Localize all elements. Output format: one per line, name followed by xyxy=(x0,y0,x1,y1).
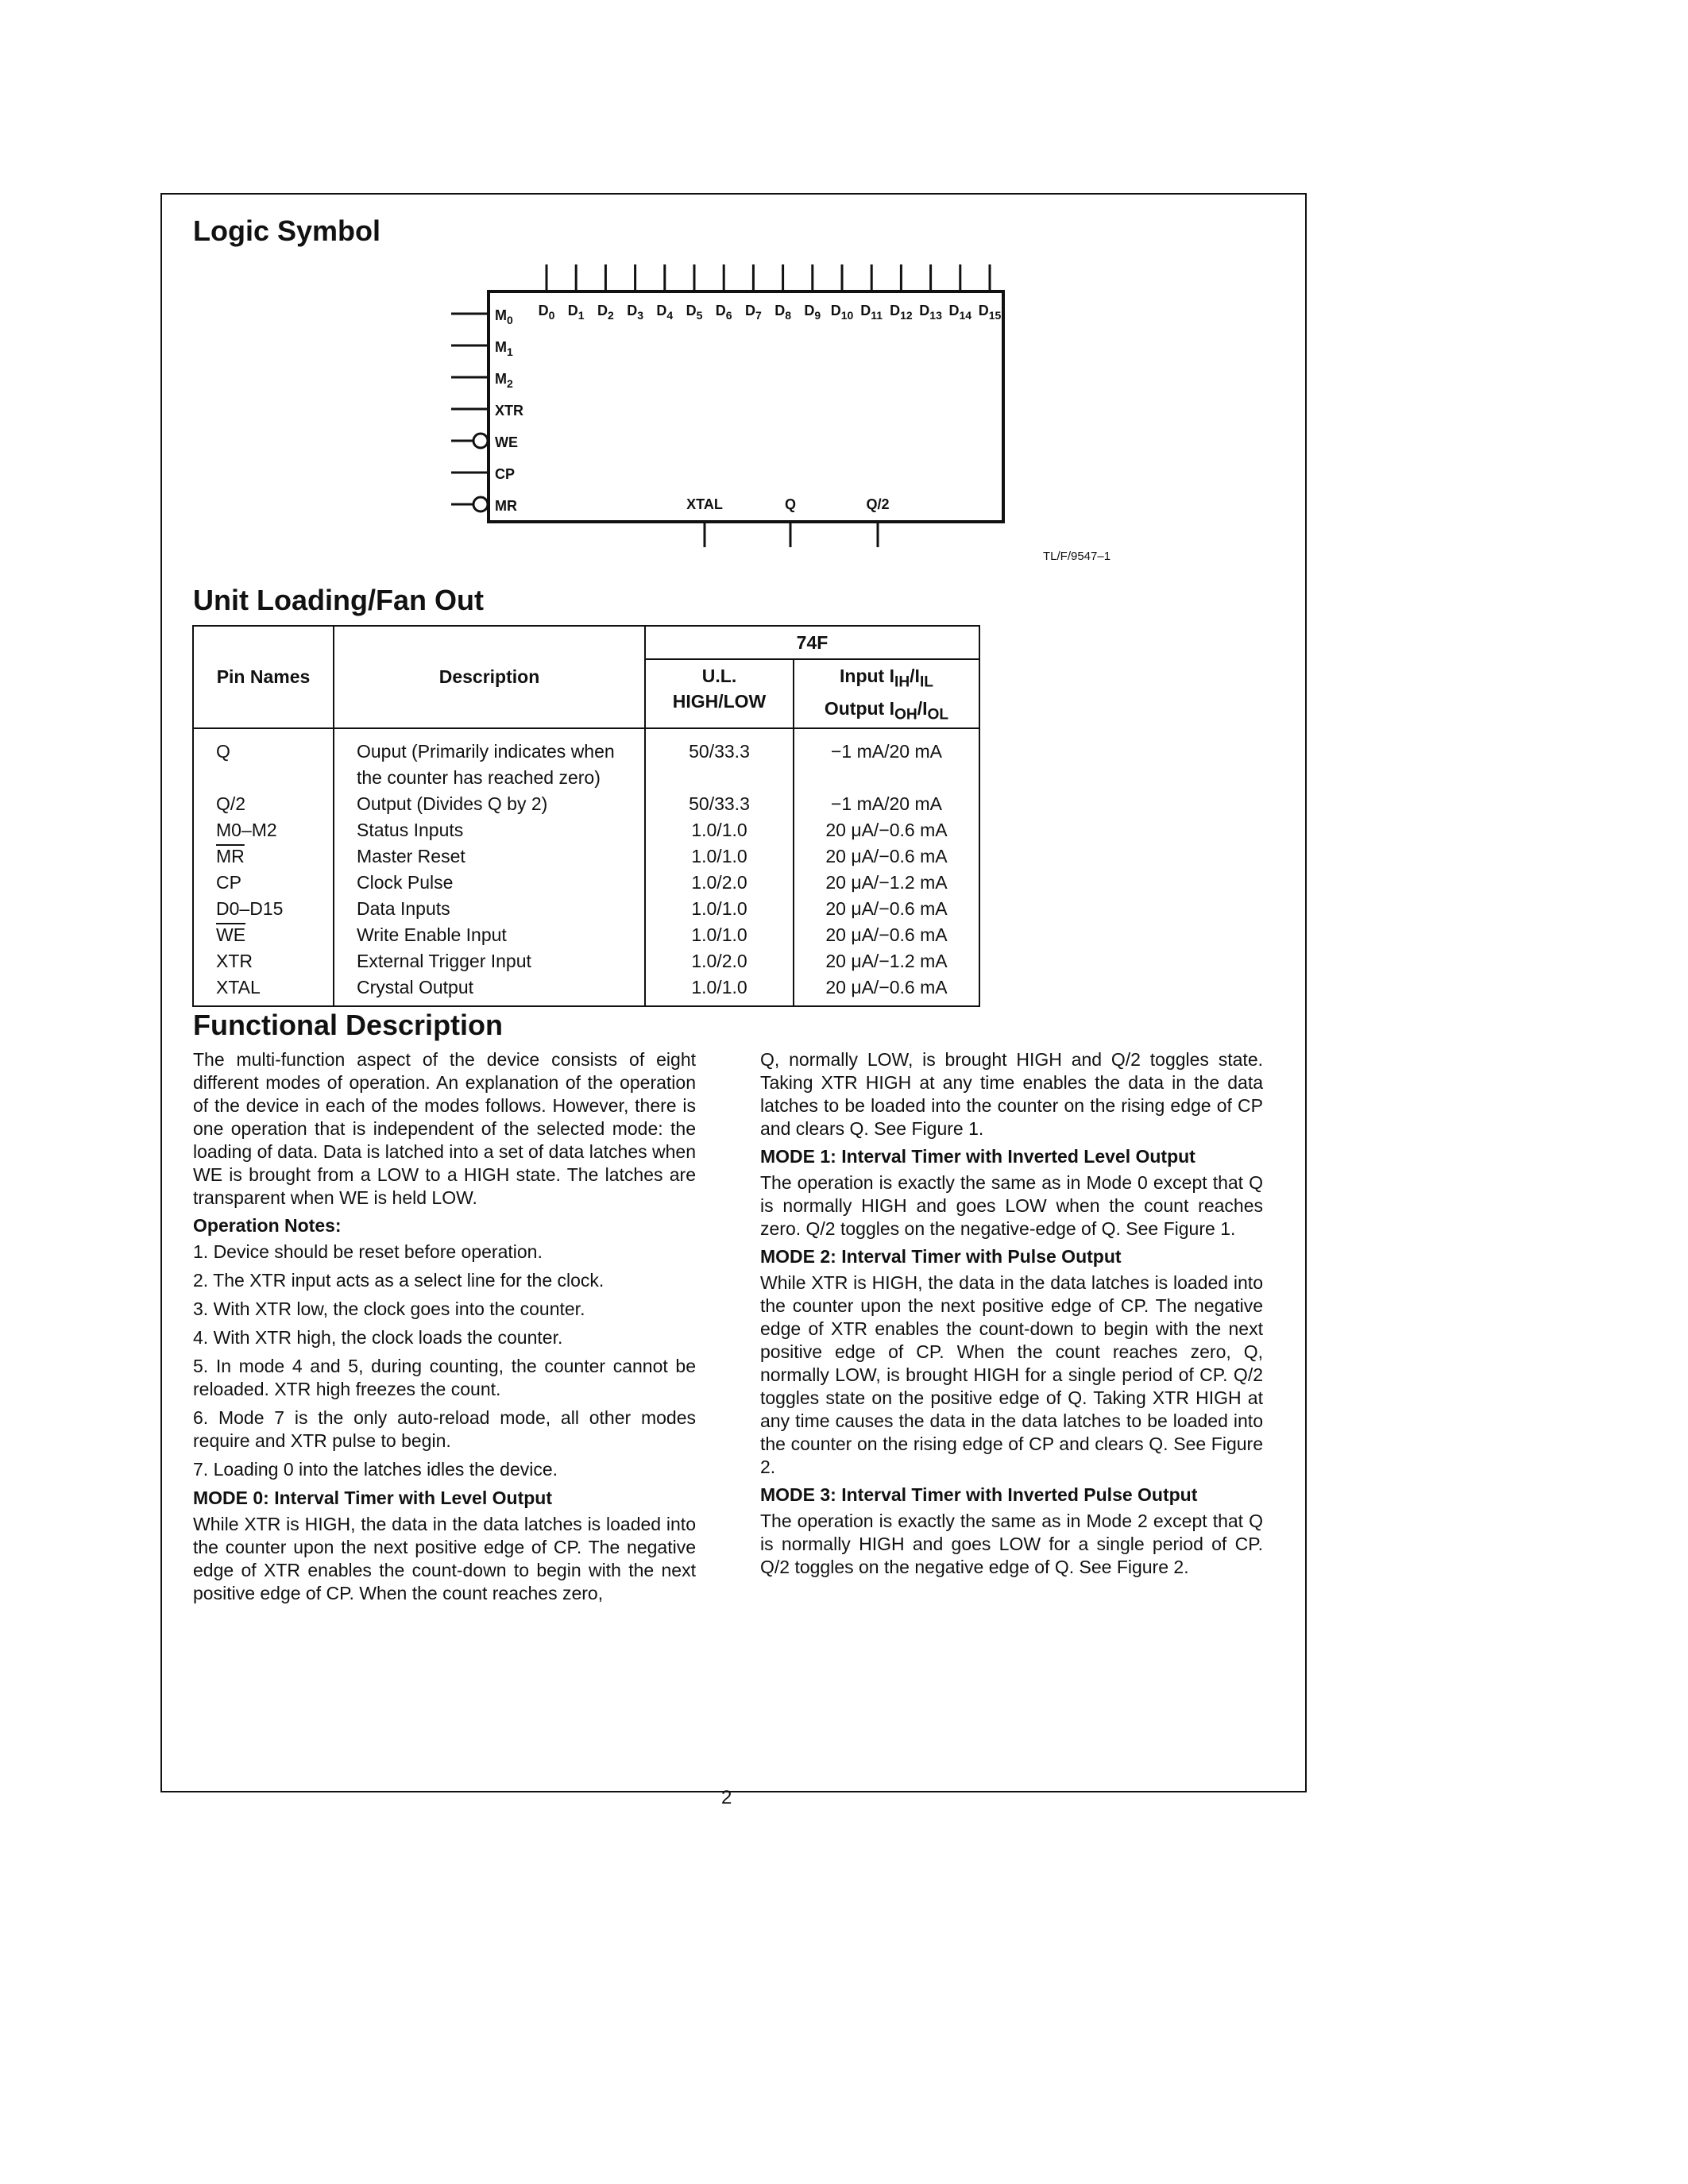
io-column: −1 mA/20 mA −1 mA/20 mA 20 μA/−0.6 mA 20 μA/−0.6 mA 20 μA/−1.2 mA 20 μA/−0.6 mA 20 μA/−0.6 mA 20 μA/−1.2 mA 20 μA/−0.6 mA xyxy=(794,728,979,1006)
pin-label-d4: $D_4$ xyxy=(656,303,674,322)
pin-label-d11: $D_{11}$ xyxy=(860,303,883,322)
mode3-title: MODE 3: Interval Timer with Inverted Pulse Output xyxy=(760,1484,1198,1505)
mode2-text: While XTR is HIGH, the data in the data latches is loaded into the counter upon the next positive edge of CP. The negative edge of XTR enables the count-down to begin with the next positive edge of CP. When the count reaches zero, Q, normally LOW, is brought HIGH for a single period of CP. Q/2 toggles state on the positive edge of Q. Taking XTR HIGH at any time causes the data in the data latches to be loaded into the counter on the rising edge of CP and clears Q. See Figure 2. xyxy=(760,1272,1263,1477)
pin-label-d1: $D_1$ xyxy=(567,303,585,322)
pin-label-d7: $D_7$ xyxy=(745,303,762,322)
pin-label-q-2: Q/2 xyxy=(866,496,890,512)
mode1-title: MODE 1: Interval Timer with Inverted Level Output xyxy=(760,1146,1196,1167)
pin-label-d9: $D_9$ xyxy=(804,303,821,322)
header-io: Input $I_{IH}/I_{IL}$ Output $I_{OH}/I_{OL}$ xyxy=(794,659,979,728)
pin-column: Q Q/2 M0–M2 $\overline{MR}$ CP D0–D15 $\overline{WE}$ XTR XTAL xyxy=(193,728,334,1006)
pin-label-d14: $D_{14}$ xyxy=(948,303,972,322)
mode3-text: The operation is exactly the same as in Mode 2 except that Q is normally HIGH and goes LOW for a single period of CP. Q/2 toggles on the negative edge of Q. See Figure 2. xyxy=(760,1511,1263,1577)
mode1-text: The operation is exactly the same as in Mode 0 except that Q is normally HIGH and goes LOW when the count reaches zero. Q/2 toggles on the negative-edge of Q. See Figure 1. xyxy=(760,1172,1263,1239)
pin-label-d2: $D_2$ xyxy=(597,303,614,322)
unit-loading-table xyxy=(192,625,980,1007)
figure-reference: TL/F/9547–1 xyxy=(1043,550,1111,563)
note-7: 7. Loading 0 into the latches idles the device. xyxy=(193,1459,558,1480)
header-pin-names: Pin Names xyxy=(193,626,334,728)
pin-label-we: WE xyxy=(495,434,518,450)
pin-label-d10: $D_{10}$ xyxy=(830,303,854,322)
inversion-bubble-mr xyxy=(473,497,488,511)
pin-label-m0: $M_0$ xyxy=(495,307,513,326)
pin-label-d6: $D_6$ xyxy=(715,303,732,322)
description-column: Ouput (Primarily indicates when the counter has reached zero) Output (Divides Q by 2) Status Inputs Master Reset Clock Pulse Data Inputs Write Enable Input External Trigger Input Crystal Output xyxy=(334,728,645,1006)
pin-label-m2: $M_2$ xyxy=(495,371,513,390)
mode0-continued: Q, normally LOW, is brought HIGH and Q/2 toggles state. Taking XTR HIGH at any time enables the data in the data latches to be loaded into the counter on the rising edge of CP and clears Q. See Figure 1. xyxy=(760,1049,1263,1139)
pin-label-q: Q xyxy=(784,496,797,512)
pin-label-d13: $D_{13}$ xyxy=(919,303,942,322)
note-6: 6. Mode 7 is the only auto-reload mode, all other modes require and XTR pulse to begin. xyxy=(193,1407,696,1451)
note-1: 1. Device should be reset before operation. xyxy=(193,1241,543,1262)
pin-label-d12: $D_{12}$ xyxy=(890,303,913,322)
mode0-text: While XTR is HIGH, the data in the data latches is loaded into the counter upon the next positive edge of CP. The negative edge of XTR enables the count-down to begin with the next positive edge of CP. When the count reaches zero, xyxy=(193,1514,696,1603)
operation-notes-title: Operation Notes: xyxy=(193,1215,342,1236)
functional-description-title: Functional Description xyxy=(193,1009,504,1041)
page-number: 2 xyxy=(721,1787,732,1808)
inversion-bubble-we xyxy=(473,434,488,448)
note-4: 4. With XTR high, the clock loads the counter. xyxy=(193,1327,563,1348)
left-column xyxy=(193,1048,696,1610)
logic-symbol-diagram xyxy=(445,258,1017,560)
pin-label-m1: $M_1$ xyxy=(495,339,513,358)
pin-label-cp: CP xyxy=(495,466,516,482)
header-ul: U.L. HIGH/LOW xyxy=(645,659,794,728)
header-74f: 74F xyxy=(645,626,979,659)
mode2-title: MODE 2: Interval Timer with Pulse Output xyxy=(760,1246,1122,1267)
unit-loading-title: Unit Loading/Fan Out xyxy=(193,584,484,616)
pin-label-d3: $D_3$ xyxy=(627,303,643,322)
chip-body xyxy=(489,291,1003,522)
logic-symbol-title: Logic Symbol xyxy=(193,214,381,247)
right-column xyxy=(760,1048,1263,1584)
note-5: 5. In mode 4 and 5, during counting, the counter cannot be reloaded. XTR high freezes the count. xyxy=(193,1356,696,1399)
pin-label-d0: $D_0$ xyxy=(538,303,555,322)
pin-label-mr: MR xyxy=(495,498,517,514)
note-3: 3. With XTR low, the clock goes into the counter. xyxy=(193,1298,585,1319)
mode0-title: MODE 0: Interval Timer with Level Output xyxy=(193,1488,552,1508)
pin-label-d15: $D_{15}$ xyxy=(978,303,1002,322)
header-description: Description xyxy=(334,626,645,728)
intro-paragraph: The multi-function aspect of the device consists of eight different modes of operation. An explanation of the operation of the device in each of the modes follows. However, there is one operation that is independent of the selected mode: the loading of data. Data is latched into a set of data latches when WE is brought from a LOW to a HIGH state. The latches are transparent when WE is held LOW. xyxy=(193,1049,696,1208)
pin-label-d5: $D_5$ xyxy=(686,303,703,322)
pin-label-xtr: XTR xyxy=(495,403,523,419)
note-2: 2. The XTR input acts as a select line for the clock. xyxy=(193,1270,605,1291)
ul-column: 50/33.3 50/33.3 1.0/1.0 1.0/1.0 1.0/2.0 1.0/1.0 1.0/1.0 1.0/2.0 1.0/1.0 xyxy=(645,728,794,1006)
pin-label-d8: $D_8$ xyxy=(774,303,791,322)
pin-label-xtal: XTAL xyxy=(686,496,723,512)
